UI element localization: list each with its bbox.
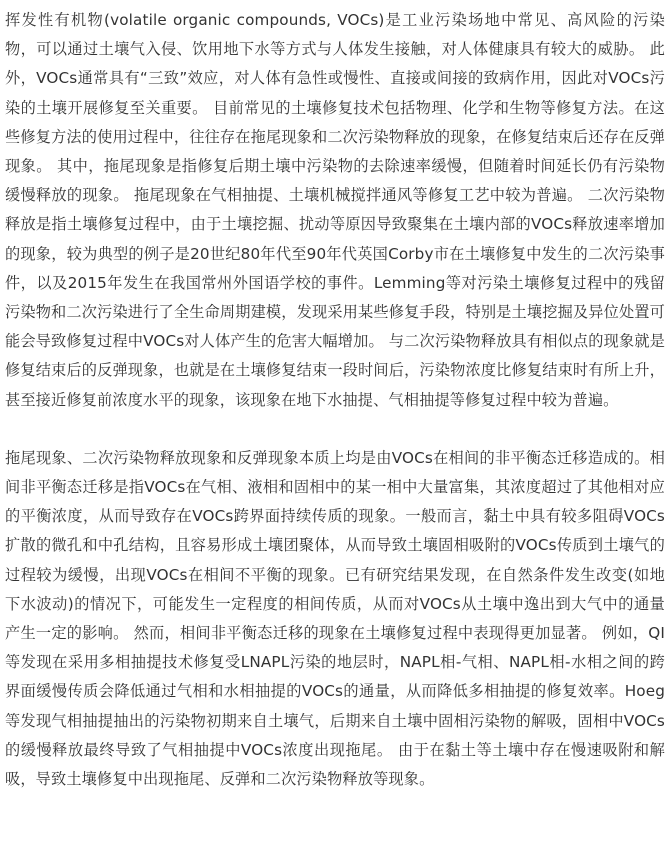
paragraph-phenomena-overview: 挥发性有机物(volatile organic compounds, VOCs)是工业污染场地中常见、高风险的污染物，可以通过土壤气入侵、饮用地下水等方式与人体发生接触，对人体健康具有较大的威胁。 此外，VOCs通常具有“三致”效应，对人体有急性或慢性、直接或间接的致病作用，因此对VOCs污染的土壤开展修复至关重要。 目前常见的土壤修复技术包括物理、化学和生物等修复方法。在这些修复方法的使用过程中，往往存在拖尾现象和二次污染物释放的现象，在修复结束后还存在反弹现象。 其中，拖尾现象是指修复后期土壤中污染物的去除速率缓慢，但随着时间延长仍有污染物缓慢释放的现象。 拖尾现象在气相抽提、土壤机械搅拌通风等修复工艺中较为普遍。 二次污染物释放是指土壤修复过程中，由于土壤挖掘、扰动等原因导致聚集在土壤内部的VOCs释放速率增加的现象，较为典型的例子是20世纪80年代至90年代英国Corby市在土壤修复中发生的二次污染事件，以及2015年发生在我国常州外国语学校的事件。Lemming等对污染土壤修复过程中的残留污染物和二次污染进行了全生命周期建模，发现采用某些修复手段，特别是土壤挖掘及异位处置可能会导致修复过程中VOCs对人体产生的危害大幅增加。 与二次污染物释放具有相似点的现象就是修复结束后的反弹现象，也就是在土壤修复结束一段时间后，污染物浓度比修复结束时有所上升，甚至接近修复前浓度水平的现象，该现象在地下水抽提、气相抽提等修复过程中较为普遍。	[5, 11, 665, 409]
paragraph-nonequilibrium-mechanism: 拖尾现象、二次污染物释放现象和反弹现象本质上均是由VOCs在相间的非平衡态迁移造成的。相间非平衡态迁移是指VOCs在气相、液相和固相中的某一相中大量富集，其浓度超过了其他相对应的平衡浓度，从而导致存在VOCs跨界面持续传质的现象。一般而言，黏土中具有较多阻碍VOCs扩散的微孔和中孔结构，且容易形成土壤团聚体，从而导致土壤固相吸附的VOCs传质到土壤气的过程较为缓慢，出现VOCs在相间不平衡的现象。已有研究结果发现，在自然条件发生改变(如地下水波动)的情况下，可能发生一定程度的相间传质，从而对VOCs从土壤中逸出到大气中的通量产生一定的影响。 然而，相间非平衡态迁移的现象在土壤修复过程中表现得更加显著。 例如，QI等发现在采用多相抽提技术修复受LNAPL污染的地层时，NAPL相-气相、NAPL相-水相之间的跨界面缓慢传质会降低通过气相和水相抽提的VOCs的通量，从而降低多相抽提的修复效率。Hoeg等发现气相抽提抽出的污染物初期来自土壤气，后期来自土壤中固相污染物的解吸，固相中VOCs的缓慢释放最终导致了气相抽提中VOCs浓度出现拖尾。 由于在黏土等土壤中存在慢速吸附和解吸，导致土壤修复中出现拖尾、反弹和二次污染物释放等现象。	[5, 448, 665, 789]
